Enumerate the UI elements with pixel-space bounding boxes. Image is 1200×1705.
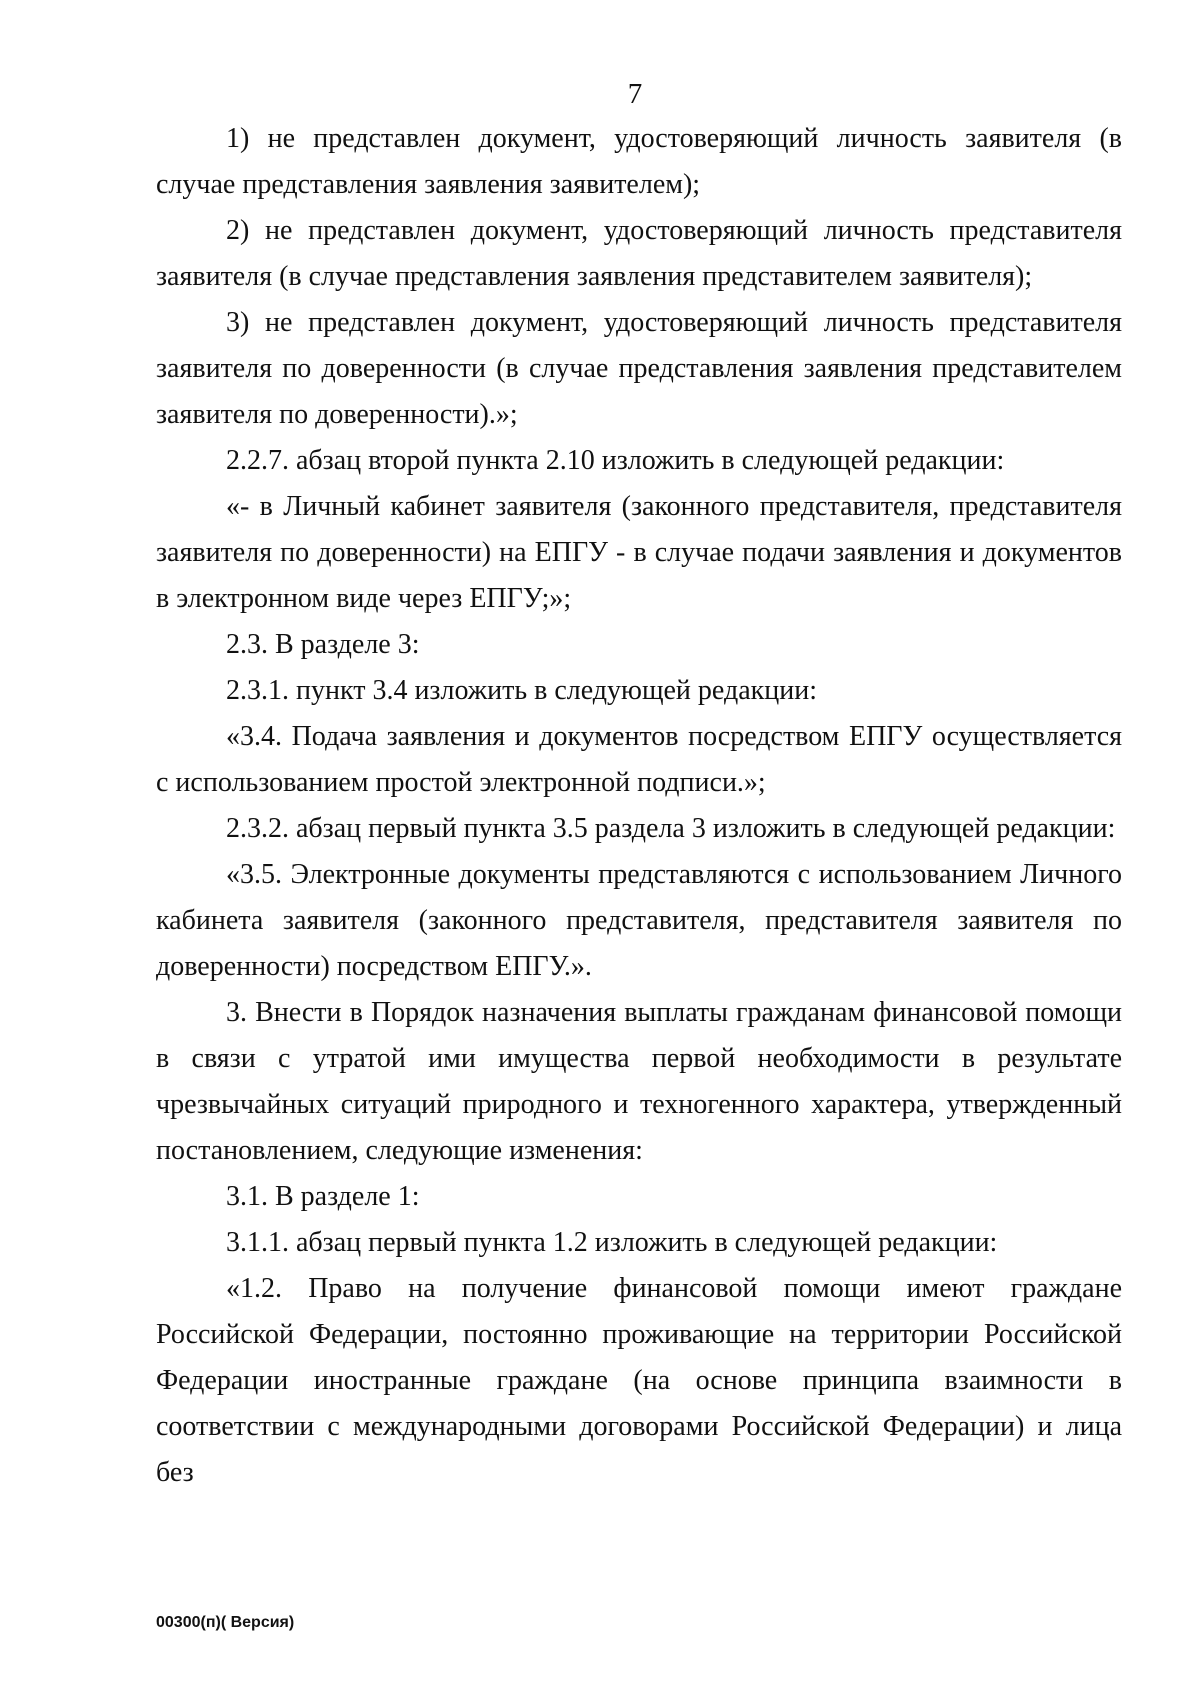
paragraph: 3.1.1. абзац первый пункта 1.2 изложить в следующей редакции: <box>226 1227 998 1258</box>
paragraph: «3.4. Подача заявления и документов посредством ЕПГУ осуществляется с использованием простой электронной подписи.»; <box>156 721 1122 798</box>
document-version-footer: 00300(п)( Версия) <box>156 1614 295 1631</box>
paragraph: 2.3.2. абзац первый пункта 3.5 раздела 3 изложить в следующей редакции: <box>226 813 1116 844</box>
page-number: 7 <box>627 78 643 110</box>
paragraph: «- в Личный кабинет заявителя (законного представителя, представителя заявителя по доверенности) на ЕПГУ - в случае подачи заявления и документов в электронном виде через ЕПГУ;»; <box>156 491 1122 614</box>
paragraph: 3. Внести в Порядок назначения выплаты гражданам финансовой помощи в связи с утратой ими имущества первой необходимости в результате чрезвычайных ситуаций природного и техногенного характера, утвержденный постановлением, следующие изменения: <box>156 997 1122 1166</box>
paragraph: 2) не представлен документ, удостоверяющий личность представителя заявителя (в случае представления заявления представителем заявителя); <box>156 215 1122 292</box>
paragraph: 2.2.7. абзац второй пункта 2.10 изложить в следующей редакции: <box>226 445 1005 476</box>
paragraph: 2.3. В разделе 3: <box>226 629 420 660</box>
document-body <box>156 116 1122 1496</box>
paragraph: 2.3.1. пункт 3.4 изложить в следующей редакции: <box>226 675 817 706</box>
paragraph: 3) не представлен документ, удостоверяющий личность представителя заявителя по доверенности (в случае представления заявления представителем заявителя по доверенности).»; <box>156 307 1122 430</box>
paragraph: 3.1. В разделе 1: <box>226 1181 420 1212</box>
paragraph: «3.5. Электронные документы представляются с использованием Личного кабинета заявителя (законного представителя, представителя заявителя по доверенности) посредством ЕПГУ.». <box>156 859 1122 982</box>
paragraph: 1) не представлен документ, удостоверяющий личность заявителя (в случае представления заявления заявителем); <box>156 123 1122 200</box>
paragraph: «1.2. Право на получение финансовой помощи имеют граждане Российской Федерации, постоянно проживающие на территории Российской Федерации иностранные граждане (на основе принципа взаимности в соответствии с международными договорами Российской Федерации) и лица без <box>156 1273 1122 1488</box>
